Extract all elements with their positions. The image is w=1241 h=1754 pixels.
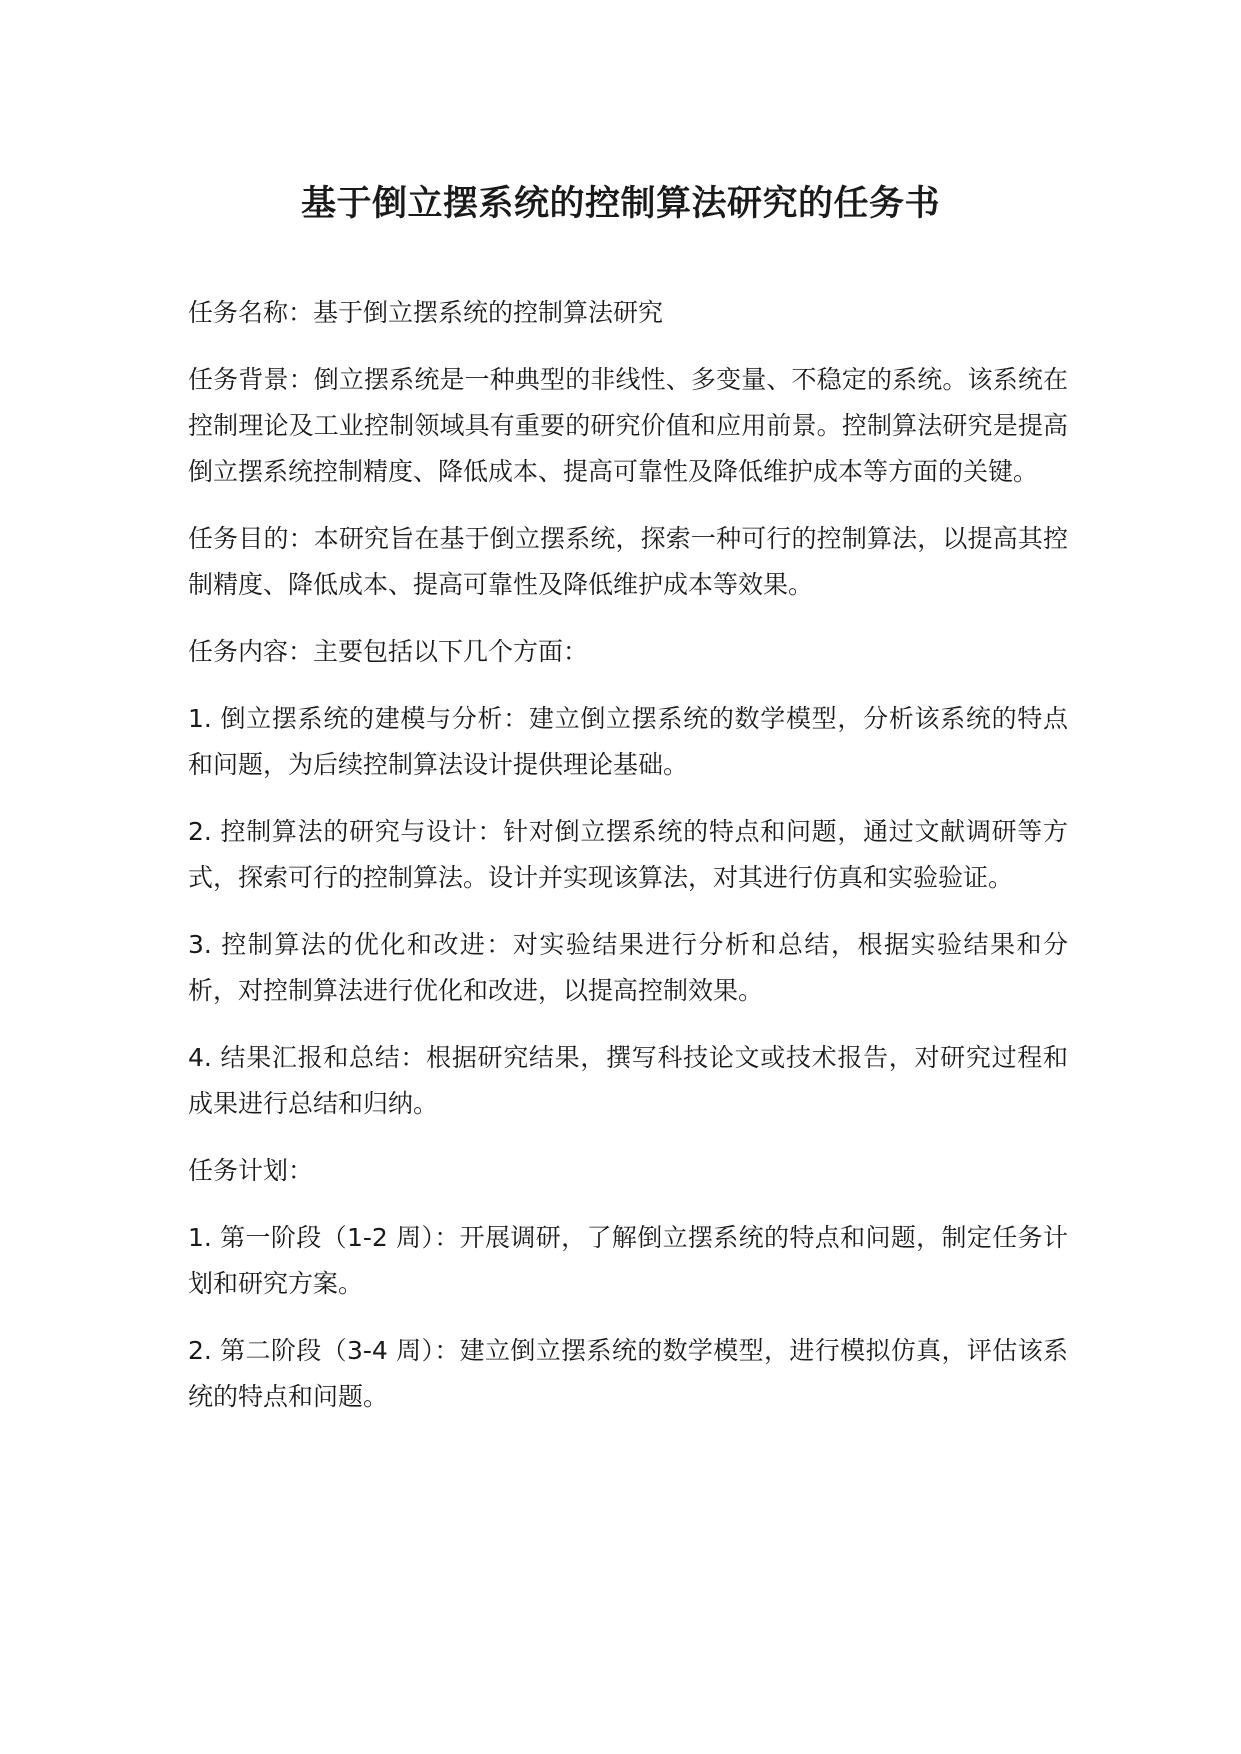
paragraph-task-plan: 任务计划： [188,1156,314,1185]
document-body [188,290,1068,1441]
document-title: 基于倒立摆系统的控制算法研究的任务书 [300,184,940,224]
paragraph-content-item-3: 3. 控制算法的优化和改进：对实验结果进行分析和总结，根据实验结果和分析，对控制算法进行优化和改进，以提高控制效果。 [188,930,1068,1005]
paragraph-content-item-4: 4. 结果汇报和总结：根据研究结果，撰写科技论文或技术报告，对研究过程和成果进行总结和归纳。 [188,1043,1068,1118]
paragraph-task-background: 任务背景：倒立摆系统是一种典型的非线性、多变量、不稳定的系统。该系统在控制理论及工业控制领域具有重要的研究价值和应用前景。控制算法研究是提高倒立摆系统控制精度、降低成本、提高可靠性及降低维护成本等方面的关键。 [188,365,1068,486]
paragraph-content-item-2: 2. 控制算法的研究与设计：针对倒立摆系统的特点和问题，通过文献调研等方式，探索可行的控制算法。设计并实现该算法，对其进行仿真和实验验证。 [188,817,1068,892]
paragraph-plan-stage-2: 2. 第二阶段（3-4 周）：建立倒立摆系统的数学模型，进行模拟仿真，评估该系统的特点和问题。 [188,1336,1068,1411]
paragraph-task-name: 任务名称：基于倒立摆系统的控制算法研究 [188,298,664,327]
paragraph-plan-stage-1: 1. 第一阶段（1-2 周）：开展调研，了解倒立摆系统的特点和问题，制定任务计划和研究方案。 [188,1223,1068,1298]
paragraph-content-item-1: 1. 倒立摆系统的建模与分析：建立倒立摆系统的数学模型，分析该系统的特点和问题，为后续控制算法设计提供理论基础。 [188,704,1068,779]
paragraph-task-content: 任务内容：主要包括以下几个方面： [188,637,589,666]
paragraph-task-purpose: 任务目的：本研究旨在基于倒立摆系统，探索一种可行的控制算法，以提高其控制精度、降低成本、提高可靠性及降低维护成本等效果。 [188,524,1068,599]
